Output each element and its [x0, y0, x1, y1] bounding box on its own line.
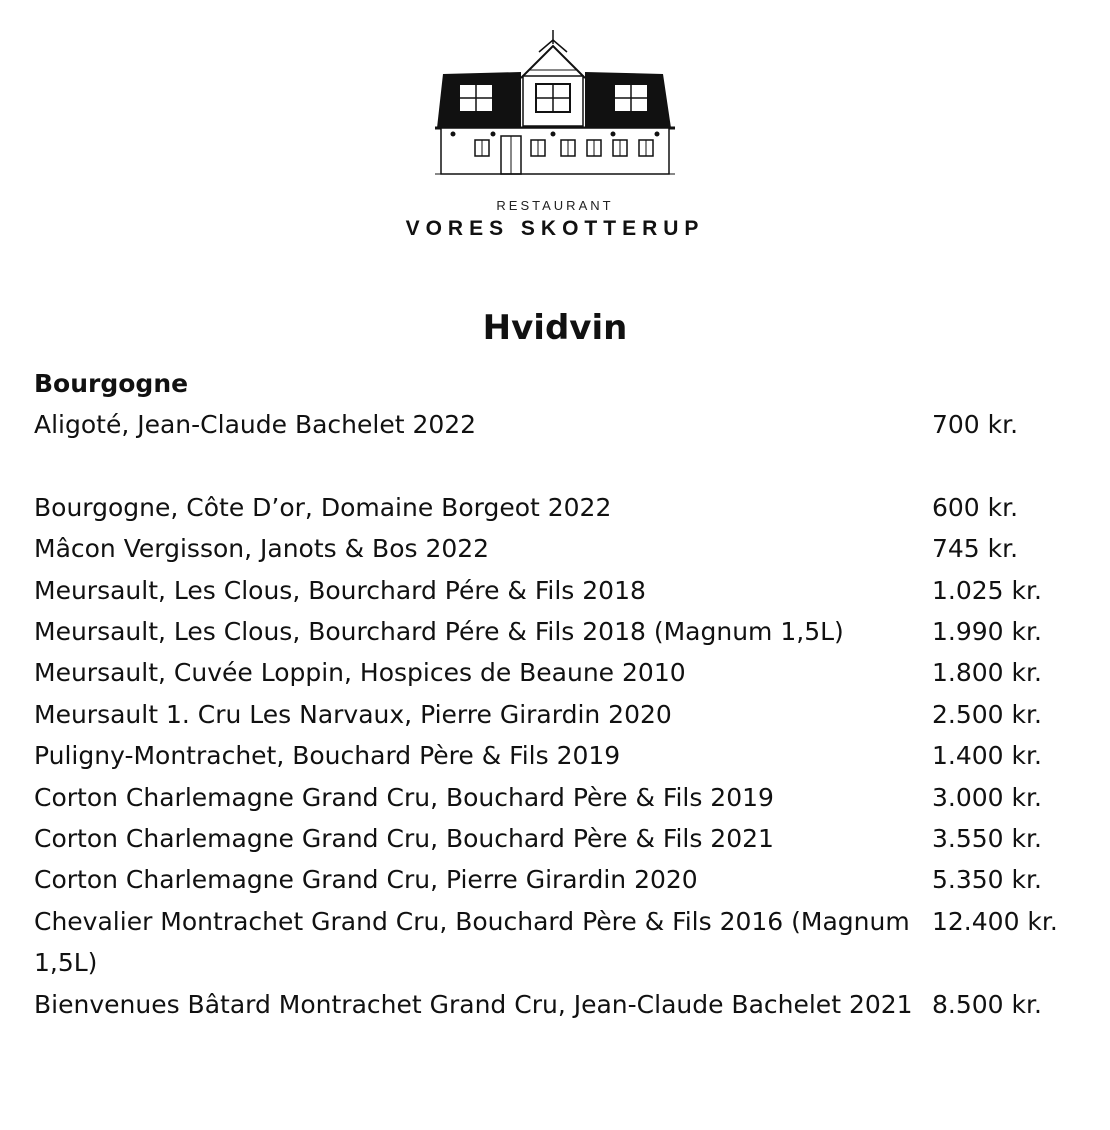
wine-list: [34, 364, 1084, 1025]
wine-name: Puligny-Montrachet, Bouchard Père & Fils 2019: [34, 741, 621, 771]
wine-name: Corton Charlemagne Grand Cru, Bouchard Père & Fils 2019: [34, 782, 774, 812]
list-item: [34, 984, 1084, 1025]
wine-price: 600 kr.: [932, 492, 1019, 522]
wine-price: 2.500 kr.: [932, 699, 1042, 729]
wine-price: 5.350 kr.: [932, 865, 1042, 895]
list-item: [34, 818, 1084, 859]
wine-price: 1.990 kr.: [932, 617, 1042, 647]
wine-name: Corton Charlemagne Grand Cru, Pierre Girardin 2020: [34, 865, 698, 895]
restaurant-logo: [0, 30, 1110, 241]
list-item: [34, 652, 1084, 693]
wine-price: 745 kr.: [932, 534, 1019, 564]
wine-name: Bienvenues Bâtard Montrachet Grand Cru, Jean-Claude Bachelet 2021: [34, 989, 913, 1019]
list-item: [34, 570, 1084, 611]
list-item: [34, 611, 1084, 652]
wine-name: Aligoté, Jean-Claude Bachelet 2022: [34, 410, 477, 439]
wine-name: Meursault, Les Clous, Bourchard Pére & Fils 2018 (Magnum 1,5L): [34, 617, 844, 647]
wine-price: 12.400 kr.: [932, 906, 1058, 936]
section-heading: Bourgogne: [34, 369, 189, 398]
wine-name: Meursault 1. Cru Les Narvaux, Pierre Girardin 2020: [34, 699, 672, 729]
wine-price: 1.025 kr.: [932, 575, 1042, 605]
wine-name: Meursault, Les Clous, Bourchard Pére & Fils 2018: [34, 575, 646, 605]
wine-name: Corton Charlemagne Grand Cru, Bouchard Père & Fils 2021: [34, 824, 774, 854]
list-item: [34, 859, 1084, 900]
wine-price: 1.400 kr.: [932, 741, 1042, 771]
logo-name: VORES SKOTTERUP: [405, 217, 705, 240]
house-logo-icon: [435, 30, 675, 180]
wine-price: 700 kr.: [932, 410, 1019, 439]
list-item: [34, 404, 1084, 445]
wine-name: Mâcon Vergisson, Janots & Bos 2022: [34, 534, 490, 564]
list-item: [34, 735, 1084, 776]
wine-price: 1.800 kr.: [932, 658, 1042, 688]
list-item: [34, 777, 1084, 818]
wine-name: Bourgogne, Côte D’or, Domaine Borgeot 2022: [34, 492, 612, 522]
list-item: [34, 528, 1084, 569]
page-title: Hvidvin: [482, 308, 628, 348]
wine-price: 8.500 kr.: [932, 989, 1042, 1019]
list-item: [34, 901, 1084, 984]
wine-price: 3.550 kr.: [932, 824, 1042, 854]
list-item: [34, 487, 1084, 528]
wine-name: Chevalier Montrachet Grand Cru, Bouchard Père & Fils 2016 (Magnum 1,5L): [34, 906, 910, 978]
list-item: [34, 694, 1084, 735]
wine-name: Meursault, Cuvée Loppin, Hospices de Beaune 2010: [34, 658, 686, 688]
logo-subtitle: RESTAURANT: [496, 198, 614, 213]
wine-price: 3.000 kr.: [932, 782, 1042, 812]
